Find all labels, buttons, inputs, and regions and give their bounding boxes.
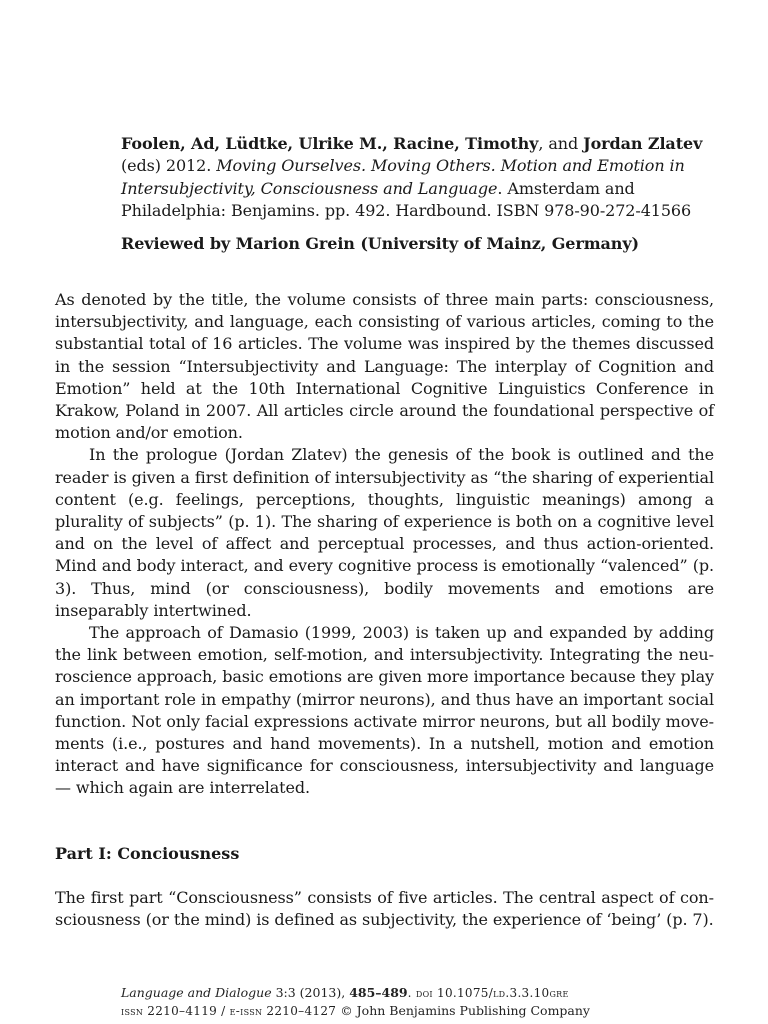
citation-author-last: Jordan Zlatev <box>583 134 703 153</box>
citation-authors: Foolen, Ad, Lüdtke, Ulrike M., Racine, Timothy <box>121 134 539 153</box>
citation-title: Moving Ourselves. Moving Others. Motion and Emotion in Intersubjectivity, Consciousness and Language <box>121 156 685 198</box>
footer-line-1 <box>121 984 721 1002</box>
page-range: 485–489 <box>349 985 408 1000</box>
citation-and: , and <box>538 134 584 153</box>
publisher-text: © John Benjamins Publishing Company <box>336 1003 590 1018</box>
section-heading: Part I: Conciousness <box>55 844 240 863</box>
citation-details: . Amsterdam and Philadelphia: Benjamins. pp. 492. Hardbound. ISBN 978-90-272-41566 <box>121 178 692 220</box>
review-body <box>55 289 714 800</box>
paragraph-1: As denoted by the title, the volume consists of three main parts: consciousness, intersubjectivity, and language, each consisting of various articles, coming to the substantial total of 16 articles. The volume was inspired by the themes discussed in the session “Intersubjectivity and Language: The interplay of Cognition and Emotion” held at the 10th International Cognitive Linguistics Conference in Krakow, Poland in 2007. All articles circle around the foundational perspective of motion and/or emotion. <box>55 290 714 443</box>
section-paragraph: The first part “Consciousness” consists of five articles. The central aspect of consciousness (or the mind) is defined as subjectivity, the experience of ‘being’ (p. 7). <box>55 888 714 930</box>
page-footer <box>121 984 721 1020</box>
footer-line-2 <box>121 1002 721 1020</box>
section-body <box>55 887 714 931</box>
doi-label: . doi <box>407 986 433 1000</box>
citation-eds-year: (eds) 2012. <box>121 156 217 176</box>
paragraph-3: The approach of Damasio (1999, 2003) is taken up and expanded by adding the link between emotion, self-motion, and intersubjectivity. Integrating the neuroscience approach, basic emotions are given more importance because they play an important role in empathy (mirror neurons), and thus have an important social function. Not only facial expressions activate mirror neurons, but all bodily movements (i.e., postures and hand movements). In a nutshell, motion and emotion interact and have significance for consciousness, intersubjectivity and language — which again are interrelated. <box>55 623 714 798</box>
paragraph-2: In the prologue (Jordan Zlatev) the genesis of the book is outlined and the reader is given a first definition of intersubjectivity as “the sharing of experiential content (e.g. feelings, perceptions, thoughts, linguistic meanings) among a plurality of subjects” (p. 1). The sharing of experience is both on a cognitive level and on the level of affect and perceptual processes, and thus action-oriented. Mind and body interact, and every cognitive process is emotionally “valenced” (p. 3). Thus, mind (or consciousness), bodily movements and emotions are inseparably intertwined. <box>55 445 714 620</box>
issn-text: issn 2210–4119 / e-issn 2210–4127 <box>121 1004 337 1018</box>
doi-value: 10.1075/ld.3.3.10gre <box>432 986 569 1000</box>
journal-volume: 3:3 (2013), <box>271 985 350 1000</box>
book-citation <box>121 133 721 222</box>
journal-name: Language and Dialogue <box>121 985 272 1000</box>
reviewer-line: Reviewed by Marion Grein (University of Mainz, Germany) <box>121 234 640 253</box>
